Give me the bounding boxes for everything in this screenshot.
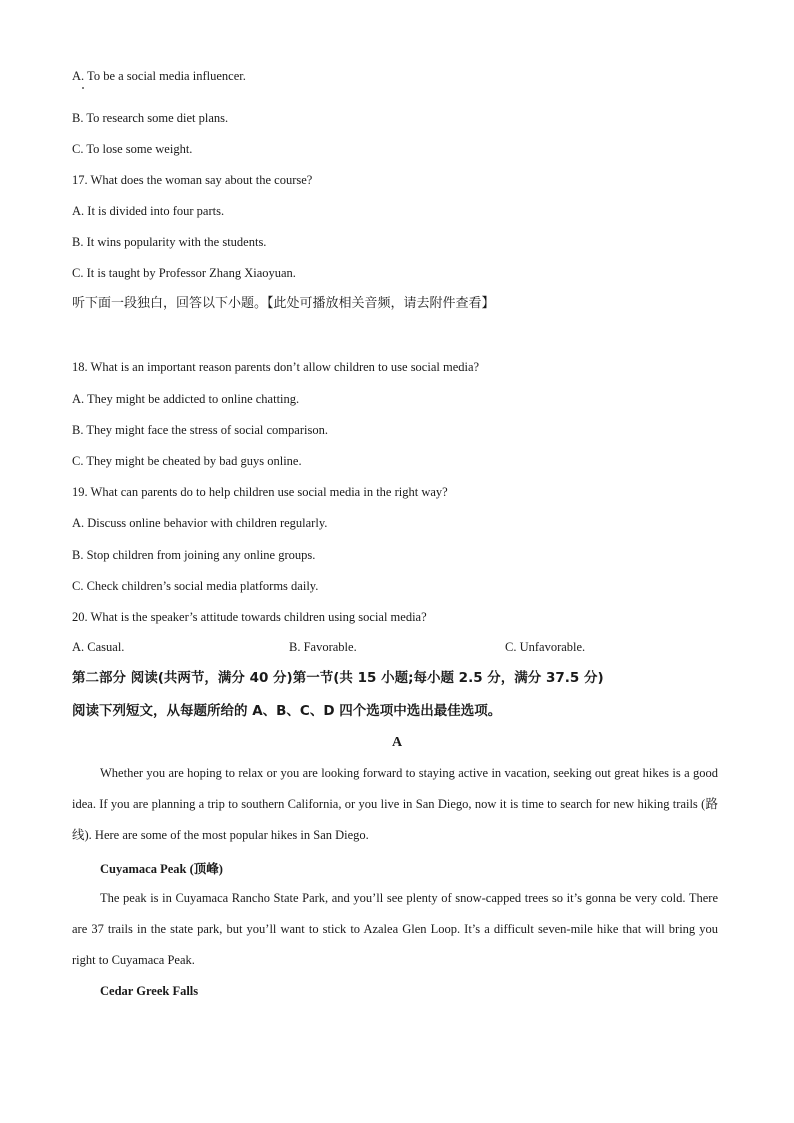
part2-heading: 第二部分 阅读(共两节，满分 40 分)第一节(共 15 小题;每小题 2.5 分，满分 37.5 分)	[72, 670, 604, 686]
q16-option-b: B. To research some diet plans.	[72, 111, 229, 125]
section-title-cedar: Cedar Greek Falls	[100, 984, 199, 998]
q16-option-c: C. To lose some weight.	[72, 142, 193, 156]
q20-question: 20. What is the speaker’s attitude towards children using social media?	[72, 610, 427, 624]
q17-option-c: C. It is taught by Professor Zhang Xiaoyuan.	[72, 266, 296, 280]
section-title-cuyamaca: Cuyamaca Peak (顶峰)	[100, 862, 223, 876]
q20-option-b: B. Favorable.	[289, 640, 357, 654]
passage-label: A	[391, 735, 403, 750]
stray-dot	[82, 87, 84, 89]
q18-option-b: B. They might face the stress of social comparison.	[72, 423, 328, 437]
q19-option-b: B. Stop children from joining any online groups.	[72, 548, 316, 562]
q16-option-a: A. To be a social media influencer.	[72, 69, 246, 83]
monologue-instruction: 听下面一段独白，回答以下小题。【此处可播放相关音频，请去附件查看】	[72, 296, 495, 311]
q20-option-a: A. Casual.	[72, 640, 125, 654]
q19-option-c: C. Check children’s social media platforms daily.	[72, 579, 319, 593]
q19-question: 19. What can parents do to help children use social media in the right way?	[72, 485, 448, 499]
q19-option-a: A. Discuss online behavior with children regularly.	[72, 516, 328, 530]
q17-option-a: A. It is divided into four parts.	[72, 204, 225, 218]
q20-option-c: C. Unfavorable.	[505, 640, 586, 654]
q17-option-b: B. It wins popularity with the students.	[72, 235, 267, 249]
passage-intro: Whether you are hoping to relax or you are looking forward to staying active in vacation, seeking out great hikes is a good idea. If you are planning a trip to southern California, or you live in San Diego, now it is time to search for new hiking trails (路线). Here are some of the most popular hikes in San Diego.	[72, 766, 718, 842]
q18-option-c: C. They might be cheated by bad guys online.	[72, 454, 302, 468]
q18-option-a: A. They might be addicted to online chatting.	[72, 392, 300, 406]
part2-instruction: 阅读下列短文，从每题所给的 A、B、C、D 四个选项中选出最佳选项。	[72, 703, 502, 719]
q18-question: 18. What is an important reason parents don’t allow children to use social media?	[72, 360, 480, 374]
section-text-cuyamaca: The peak is in Cuyamaca Rancho State Park, and you’ll see plenty of snow-capped trees so it’s gonna be very cold. There are 37 trails in the state park, but you’ll want to stick to Azalea Glen Loop. It’s a difficult seven-mile hike that will bring you right to Cuyamaca Peak.	[72, 891, 718, 967]
q17-question: 17. What does the woman say about the course?	[72, 173, 313, 187]
